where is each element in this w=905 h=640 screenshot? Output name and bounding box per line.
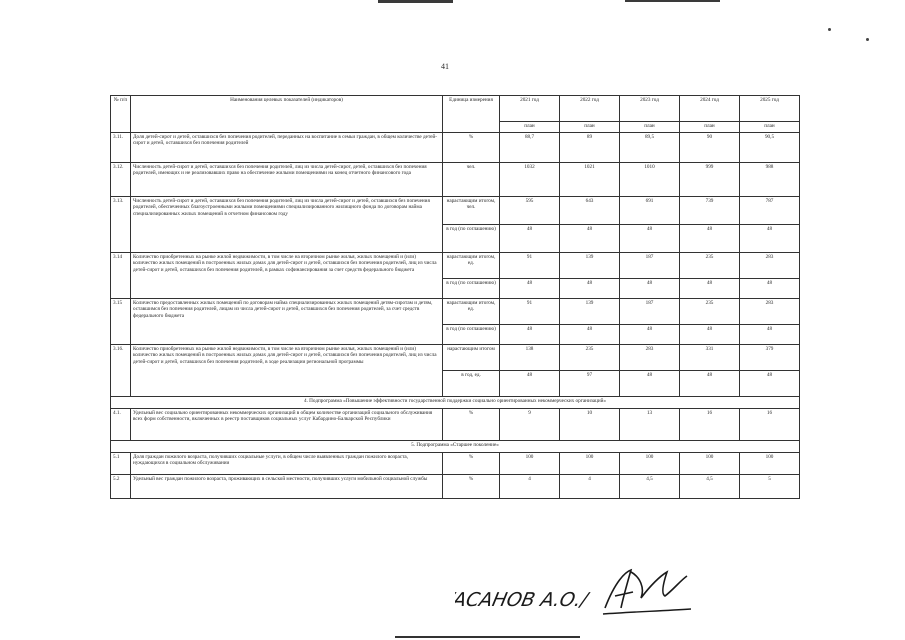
row-value: 48 xyxy=(620,371,680,397)
handwritten-signature xyxy=(455,562,705,622)
row-name: Количество приобретенных на рынке жилой недвижимости, в том числе на вторичном рынке жилья, жилых помещений и (или) количество жилых помещений в построенных жилых домах для детей-сирот и детей, оставшихся без попечения родителей, лиц из числа детей-сирот и детей, оставшихся без попечения родителей, в рамках софинансирования за счет средств федерального бюджета xyxy=(131,253,443,299)
row-value: 91 xyxy=(500,253,560,279)
row-value: 90,5 xyxy=(740,133,800,163)
row-number: 3.15 xyxy=(111,299,131,345)
header-unit: Единица измерения xyxy=(443,96,500,133)
row-value: 999 xyxy=(680,163,740,197)
row-unit: в год (по соглашению) xyxy=(443,325,500,345)
row-number: 3.13. xyxy=(111,197,131,253)
row-value: 48 xyxy=(500,371,560,397)
row-value: 139 xyxy=(560,253,620,279)
row-unit: нарастающим итогом, чел. xyxy=(443,197,500,225)
row-name: Численность детей-сирот и детей, оставшихся без попечения родителей, лиц из числа детей-сирот и детей, оставшихся без попечения родителей, обеспеченных благоустроенными жилыми помещениями специализированного жилищного фонда по договорам найма специализированных жилых помещений в отчетном финансовом году xyxy=(131,197,443,253)
row-unit: % xyxy=(443,475,500,499)
header-plan: план xyxy=(680,122,740,133)
row-value: 1032 xyxy=(500,163,560,197)
row-value: 48 xyxy=(560,325,620,345)
header-plan: план xyxy=(560,122,620,133)
row-value: 48 xyxy=(680,325,740,345)
row-value: 9 xyxy=(500,409,560,441)
row-value: 739 xyxy=(680,197,740,225)
header-year: 2023 год xyxy=(620,96,680,122)
top-scan-mark-right xyxy=(625,0,720,2)
row-unit: в год (по соглашению) xyxy=(443,225,500,253)
row-value: 88,7 xyxy=(500,133,560,163)
row-value: 4 xyxy=(560,475,620,499)
row-value: 48 xyxy=(680,371,740,397)
page-number: 41 xyxy=(441,62,449,71)
row-value: 91 xyxy=(500,299,560,325)
section-title: 5. Подпрограмма «Старшее поколение» xyxy=(111,441,800,453)
row-unit: в год (по соглашению) xyxy=(443,279,500,299)
row-unit: % xyxy=(443,409,500,441)
header-year: 2021 год xyxy=(500,96,560,122)
row-value: 379 xyxy=(740,345,800,371)
scan-speck xyxy=(828,28,831,31)
header-plan: план xyxy=(620,122,680,133)
row-value: 48 xyxy=(620,325,680,345)
row-unit: % xyxy=(443,453,500,475)
row-value: 97 xyxy=(560,371,620,397)
row-number: 3.11. xyxy=(111,133,131,163)
section-row xyxy=(111,397,800,409)
row-value: 89,5 xyxy=(620,133,680,163)
top-scan-mark-left xyxy=(378,0,453,3)
row-number: 3.12. xyxy=(111,163,131,197)
row-value: 643 xyxy=(560,197,620,225)
row-value: 48 xyxy=(680,279,740,299)
table-row xyxy=(111,299,800,325)
row-name: Доля детей-сирот и детей, оставшихся без попечения родителей, переданных на воспитание в семьи граждан, в общем количестве детей-сирот и детей, оставшихся без попечения родителей xyxy=(131,133,443,163)
table-row xyxy=(111,163,800,197)
table-row xyxy=(111,453,800,475)
row-value: 187 xyxy=(620,299,680,325)
table-row xyxy=(111,345,800,371)
row-value: 331 xyxy=(680,345,740,371)
row-value: 48 xyxy=(500,279,560,299)
row-value: 16 xyxy=(680,409,740,441)
row-name: Численность детей-сирот и детей, оставшихся без попечения родителей, лиц из числа детей-сирот, детей, оставшихся без попечения родителей, имеющих и не реализовавших право на обеспечение жилыми помещениями на конец отчетного финансового года xyxy=(131,163,443,197)
row-value: 16 xyxy=(740,409,800,441)
signature-underline xyxy=(603,609,691,614)
row-number: 3.16. xyxy=(111,345,131,397)
row-unit: % xyxy=(443,133,500,163)
row-value: 787 xyxy=(740,197,800,225)
row-unit: нарастающим итогом xyxy=(443,345,500,371)
row-value: 283 xyxy=(740,299,800,325)
row-value: 691 xyxy=(620,197,680,225)
row-value: 5 xyxy=(740,475,800,499)
row-value: 48 xyxy=(560,225,620,253)
row-value: 89 xyxy=(560,133,620,163)
row-value: 90 xyxy=(680,133,740,163)
row-value: 283 xyxy=(620,345,680,371)
header-plan: план xyxy=(740,122,800,133)
row-unit: нарастающим итогом, ед. xyxy=(443,253,500,279)
table-row xyxy=(111,197,800,225)
indicators-table xyxy=(110,95,800,499)
row-unit: чел. xyxy=(443,163,500,197)
signature-name: /АСАНОВ А.О./ xyxy=(455,588,590,611)
row-value: 988 xyxy=(740,163,800,197)
row-value: 48 xyxy=(560,279,620,299)
row-name: Количество предоставленных жилых помещений по договорам найма специализированных жилых помещений детям-сиротам и детям, оставшимся без попечения родителей, лицам из числа детей-сирот и детей, оставшихся без попечения родителей, за счет средств федерального бюджета xyxy=(131,299,443,345)
row-value: 100 xyxy=(740,453,800,475)
row-value: 13 xyxy=(620,409,680,441)
row-name: Доля граждан пожилого возраста, получивших социальные услуги, в общем числе выявленных граждан пожилого возраста, нуждающихся в социальном обслуживании xyxy=(131,453,443,475)
header-year: 2022 год xyxy=(560,96,620,122)
row-number: 5.2 xyxy=(111,475,131,499)
row-value: 100 xyxy=(500,453,560,475)
row-value: 48 xyxy=(740,279,800,299)
row-value: 48 xyxy=(680,225,740,253)
header-year: 2025 год xyxy=(740,96,800,122)
row-value: 138 xyxy=(500,345,560,371)
header-num: № п/п xyxy=(111,96,131,133)
row-value: 4 xyxy=(500,475,560,499)
row-name: Удельный вес граждан пожилого возраста, проживающих в сельской местности, получивших услуги мобильной социальной службы xyxy=(131,475,443,499)
row-value: 283 xyxy=(740,253,800,279)
table-row xyxy=(111,475,800,499)
row-value: 10 xyxy=(560,409,620,441)
row-value: 100 xyxy=(620,453,680,475)
signature-block xyxy=(455,562,705,622)
row-number: 4.1. xyxy=(111,409,131,441)
row-value: 48 xyxy=(620,279,680,299)
table-header-row xyxy=(111,96,800,122)
header-year: 2024 год xyxy=(680,96,740,122)
section-row xyxy=(111,441,800,453)
row-value: 48 xyxy=(620,225,680,253)
header-name: Наименования целевых показателей (индикаторов) xyxy=(131,96,443,133)
row-value: 48 xyxy=(740,325,800,345)
section-title: 4. Подпрограмма «Повышение эффективности государственной поддержки социально ориентированных некоммерческих организаций» xyxy=(111,397,800,409)
table-row xyxy=(111,409,800,441)
bottom-scan-mark xyxy=(395,636,580,638)
row-number: 3.14 xyxy=(111,253,131,299)
row-value: 48 xyxy=(500,325,560,345)
table-row xyxy=(111,133,800,163)
row-value: 595 xyxy=(500,197,560,225)
row-unit: нарастающим итогом, ед. xyxy=(443,299,500,325)
row-value: 235 xyxy=(560,345,620,371)
row-value: 139 xyxy=(560,299,620,325)
row-unit: в год, ед. xyxy=(443,371,500,397)
header-plan: план xyxy=(500,122,560,133)
row-name: Количество приобретенных на рынке жилой недвижимости, в том числе на вторичном рынке жилья, жилых помещений и (или) количество жилых помещений в построенных жилых домах для детей-сирот и детей, оставшихся без попечения родителей, лиц из числа детей-сирот и детей, оставшихся без попечения родителей, в ходе реализации региональной программы xyxy=(131,345,443,397)
row-value: 1021 xyxy=(560,163,620,197)
row-value: 4,5 xyxy=(680,475,740,499)
row-name: Удельный вес социально ориентированных некоммерческих организаций в общем количестве организаций социального обслуживания всех форм собственности, включенных в реестр поставщиков социальных услуг Кабардино-Балкарской Республики xyxy=(131,409,443,441)
row-value: 1010 xyxy=(620,163,680,197)
signature-scribble xyxy=(605,570,687,608)
row-value: 100 xyxy=(680,453,740,475)
scan-speck xyxy=(866,38,869,41)
row-value: 48 xyxy=(740,225,800,253)
row-value: 187 xyxy=(620,253,680,279)
row-value: 4,5 xyxy=(620,475,680,499)
row-value: 48 xyxy=(740,371,800,397)
row-value: 235 xyxy=(680,253,740,279)
table-row xyxy=(111,253,800,279)
row-number: 5.1 xyxy=(111,453,131,475)
row-value: 100 xyxy=(560,453,620,475)
row-value: 48 xyxy=(500,225,560,253)
row-value: 235 xyxy=(680,299,740,325)
